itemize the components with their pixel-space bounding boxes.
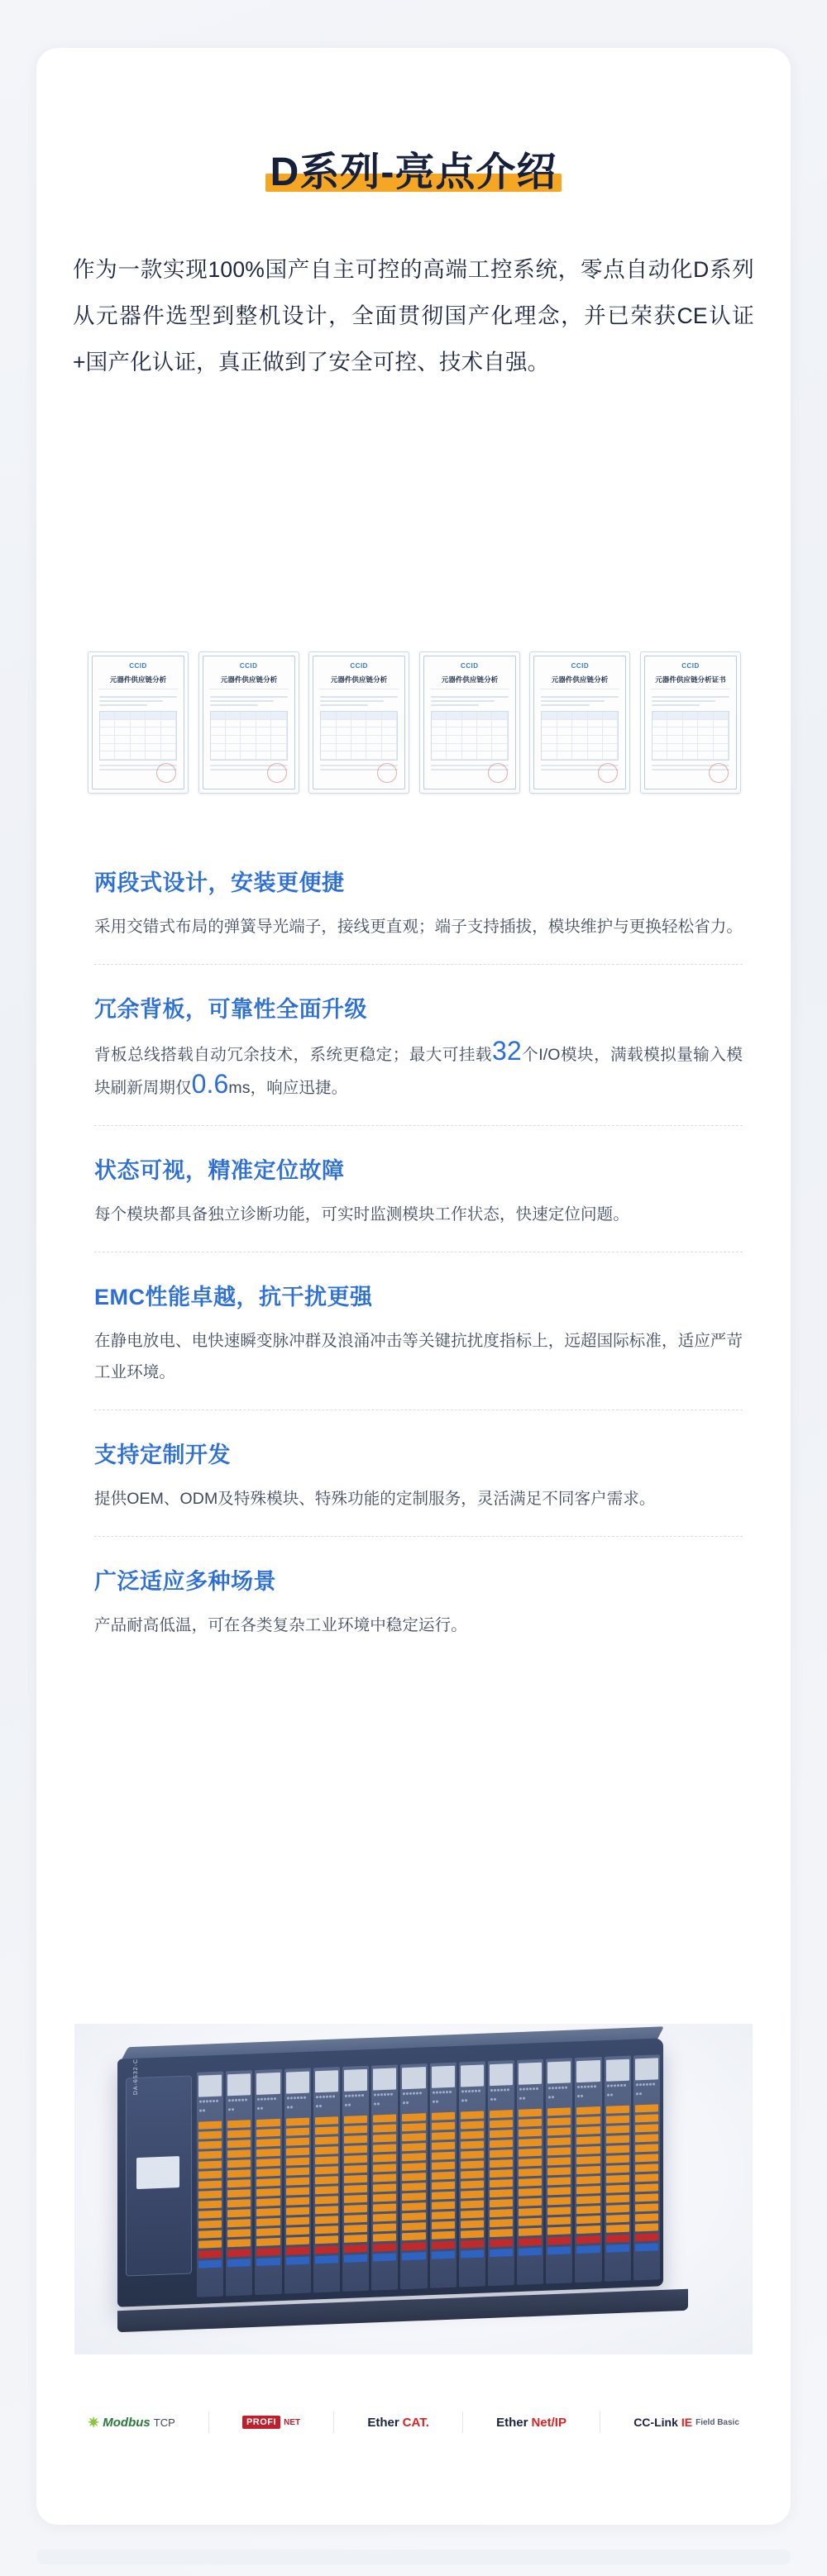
- feature-heading: 广泛适应多种场景: [94, 1569, 276, 1594]
- protocol-logo-modbus-tcp: [88, 2416, 175, 2430]
- protocol-logo-profinet: [242, 2416, 300, 2429]
- cert-table: [99, 711, 177, 761]
- protocol-logo-ethernet-ip: [496, 2416, 566, 2430]
- io-module: [342, 2066, 369, 2292]
- protocol-name-secondary: TCP: [153, 2416, 175, 2429]
- feature-body: 提供OEM、ODM及特殊模块、特殊功能的定制服务，灵活满足不同客户需求。: [94, 1490, 656, 1508]
- feature-body: 每个模块都具备独立诊断功能，可实时监测模块工作状态，快速定位问题。: [94, 1205, 629, 1224]
- io-module: [226, 2070, 252, 2296]
- feature-item-wide-scenarios: [94, 1540, 743, 1662]
- io-module: [575, 2057, 601, 2283]
- cert-stamp-icon: [377, 763, 397, 783]
- cert-text-lines: [652, 696, 729, 706]
- certificate-item[interactable]: [88, 651, 189, 794]
- cert-title: 元器件供应链分析: [330, 675, 388, 684]
- feature-heading: 冗余背板，可靠性全面升级: [94, 997, 367, 1022]
- feature-heading: 状态可视，精准定位故障: [94, 1158, 345, 1183]
- io-module: [517, 2059, 543, 2285]
- io-module: [400, 2063, 427, 2289]
- io-module: [284, 2068, 311, 2293]
- page-title: [36, 147, 791, 198]
- io-module: [255, 2069, 281, 2295]
- feature-heading: EMC性能卓越，抗干扰更强: [94, 1285, 373, 1309]
- cert-subheader: [540, 689, 619, 693]
- cert-logo: CCID: [239, 662, 258, 670]
- cert-subheader: [319, 689, 399, 693]
- protocol-name-primary: Ether: [496, 2415, 528, 2430]
- io-module: [546, 2058, 572, 2283]
- bottom-bar: [36, 2550, 791, 2564]
- feature-body: [94, 1038, 743, 1104]
- modbus-star-icon: ✷: [88, 2414, 100, 2431]
- protocol-name-primary: Modbus: [103, 2415, 151, 2430]
- divider: [333, 2411, 334, 2433]
- content-card: [36, 48, 791, 2525]
- protocol-name-tertiary: Field Basic: [696, 2417, 739, 2427]
- cert-text-lines: [431, 696, 509, 706]
- certificate-item[interactable]: [419, 651, 520, 794]
- cert-stamp-icon: [709, 763, 729, 783]
- protocol-name-primary: Ether: [367, 2415, 399, 2430]
- certificate-item[interactable]: [640, 651, 741, 794]
- certificate-gallery: [88, 651, 741, 794]
- feature-body: 产品耐高低温，可在各类复杂工业环境中稳定运行。: [94, 1616, 467, 1634]
- cert-subheader: [98, 689, 178, 693]
- protocol-logo-cclink-ie-field-basic: [633, 2416, 739, 2429]
- cert-title: 元器件供应链分析证书: [655, 675, 726, 684]
- feature-item-redundant-backplane: [94, 968, 743, 1126]
- protocol-name-primary: CC-Link: [633, 2416, 678, 2429]
- cert-stamp-icon: [488, 763, 508, 783]
- protocol-name-secondary: IE: [681, 2416, 693, 2429]
- cert-subheader: [209, 689, 289, 693]
- cert-text-lines: [541, 696, 619, 706]
- cpu-module: [126, 2058, 192, 2276]
- title-text: D系列-亮点介绍: [270, 150, 557, 194]
- protocol-logo-bar: [73, 2397, 754, 2447]
- feature-highlight-number-modules: 32: [491, 1036, 522, 1066]
- io-module-row: [197, 2054, 660, 2297]
- protocol-name-secondary: CAT.: [402, 2415, 429, 2430]
- cert-logo: CCID: [129, 662, 147, 670]
- cert-title: 元器件供应链分析: [220, 675, 277, 684]
- cert-title: 元器件供应链分析: [109, 675, 167, 684]
- divider: [208, 2411, 209, 2433]
- protocol-name-secondary: NET: [284, 2417, 301, 2427]
- feature-item-emc: [94, 1256, 743, 1410]
- cert-table: [541, 711, 619, 761]
- feature-heading: 支持定制开发: [94, 1443, 231, 1467]
- cert-table: [320, 711, 398, 761]
- cert-logo: CCID: [571, 662, 590, 670]
- protocol-name-secondary: Net/IP: [531, 2415, 566, 2430]
- cert-text-lines: [99, 696, 177, 706]
- product-photo: [74, 2024, 753, 2354]
- intro-paragraph: 作为一款实现100%国产自主可控的高端工控系统，零点自动化D系列从元器件选型到整机设计，全面贯彻国产化理念，并已荣获CE认证+国产化认证，真正做到了安全可控、技术自强。: [73, 257, 754, 374]
- io-module: [371, 2064, 398, 2290]
- cert-subheader: [651, 689, 730, 693]
- feature-body-pre: 背板总线搭载自动冗余技术，系统更稳定；最大可挂载: [94, 1046, 492, 1064]
- cert-table: [431, 711, 509, 761]
- feature-list: [94, 866, 743, 1666]
- cert-logo: CCID: [681, 662, 700, 670]
- certificate-item[interactable]: [198, 651, 299, 794]
- feature-body: 采用交错式布局的弹簧导光端子，接线更直观；端子支持插拔，模块维护与更换轻松省力。: [94, 918, 743, 936]
- io-module: [313, 2067, 340, 2292]
- io-module: [605, 2056, 631, 2282]
- feature-item-status-visible: [94, 1129, 743, 1252]
- cert-logo: CCID: [461, 662, 479, 670]
- feature-item-custom-development: [94, 1414, 743, 1537]
- cert-table: [210, 711, 288, 761]
- io-module: [197, 2072, 223, 2297]
- feature-body-post: ms，响应迅捷。: [228, 1079, 348, 1097]
- io-module: [633, 2054, 660, 2280]
- cert-text-lines: [210, 696, 288, 706]
- cpu-model-label: DA-6532-C: [133, 2058, 139, 2096]
- cpu-display: [136, 2156, 179, 2189]
- feature-item-two-stage-design: [94, 866, 743, 965]
- divider: [462, 2411, 463, 2433]
- certificate-item[interactable]: [308, 651, 409, 794]
- cert-table: [652, 711, 729, 761]
- cert-logo: CCID: [350, 662, 368, 670]
- cert-subheader: [430, 689, 509, 693]
- feature-body: 在静电放电、电快速瞬变脉冲群及浪涌冲击等关键抗扰度指标上，远超国际标准，适应严苛工业环境。: [94, 1332, 743, 1381]
- io-module: [488, 2060, 514, 2286]
- protocol-logo-ethercat: [367, 2416, 429, 2430]
- io-module: [430, 2063, 457, 2288]
- cert-title: 元器件供应链分析: [441, 675, 498, 684]
- protocol-name-primary: PROFI: [242, 2416, 280, 2429]
- cert-text-lines: [320, 696, 398, 706]
- certificate-item[interactable]: [529, 651, 630, 794]
- feature-heading: 两段式设计，安装更便捷: [94, 871, 345, 895]
- feature-highlight-number-refresh: 0.6: [191, 1069, 229, 1099]
- cert-stamp-icon: [156, 763, 176, 783]
- cert-title: 元器件供应链分析: [552, 675, 609, 684]
- plc-rack-image: [117, 2049, 688, 2321]
- feature-body-mid: 个I/O模块，满载模拟量输入模块刷新周期仅: [94, 1046, 743, 1097]
- io-module: [459, 2061, 485, 2287]
- cert-stamp-icon: [267, 763, 287, 783]
